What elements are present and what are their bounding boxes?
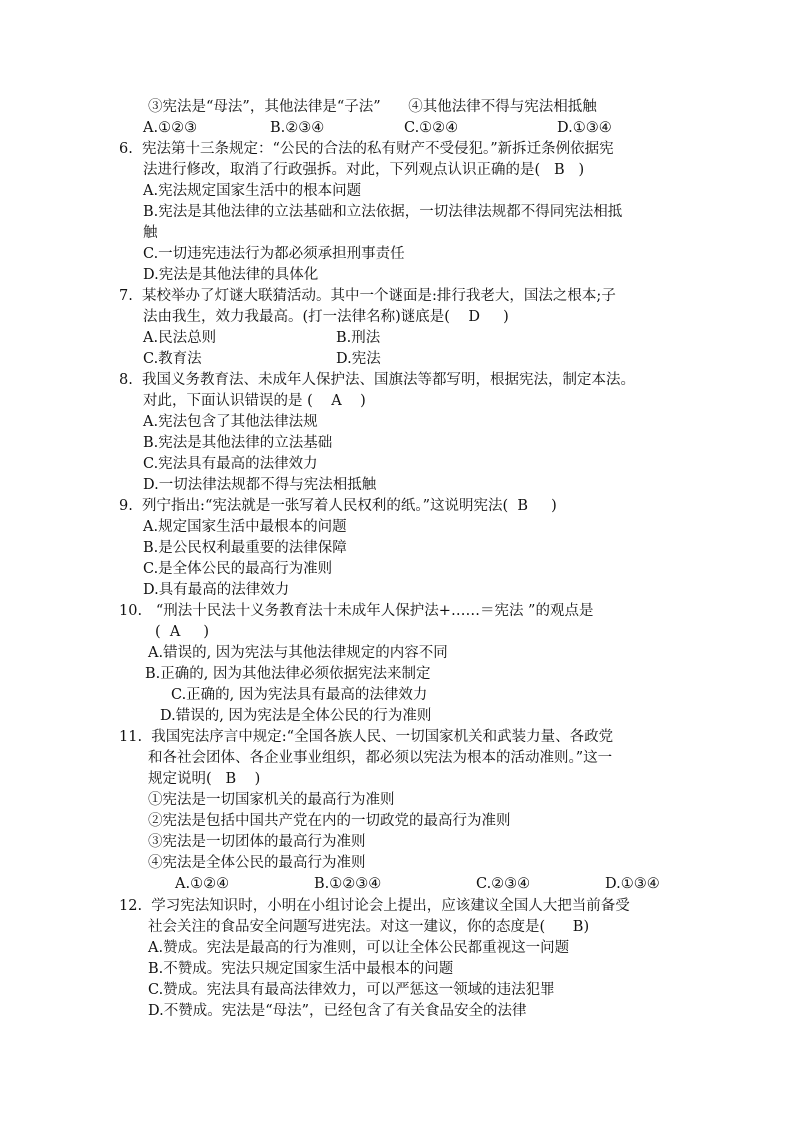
q10-stem-line1: 10. “刑法十民法十义务教育法十未成年人保护法+……＝宪法 ”的观点是 xyxy=(119,603,594,619)
q12-option-a: A.赞成。宪法是最高的行为准则，可以让全体公民都重视这一问题 xyxy=(148,940,570,956)
q9-option-a: A.规定国家生活中最根本的问题 xyxy=(143,519,347,535)
q11-option-b: B.①②③④ xyxy=(314,876,382,892)
q7-option-a: A.民法总则 xyxy=(143,330,217,346)
q11-option-d: D.①③④ xyxy=(605,876,660,892)
q7-stem-line1: 7. 某校举办了灯谜大联猜活动。其中一个谜面是:排行我老大，国法之根本;子 xyxy=(119,288,616,304)
q11-statement-3: ③宪法是一切团体的最高行为准则 xyxy=(148,834,366,850)
q6-option-b-line2: 触 xyxy=(143,225,158,241)
q7-option-c: C.教育法 xyxy=(143,351,202,367)
q9-option-b: B.是公民权利最重要的法律保障 xyxy=(143,540,347,556)
q6-stem-line1: 6. 宪法第十三条规定：“公民的合法的私有财产不受侵犯。”新拆迁条例依据宪 xyxy=(119,141,614,157)
q12-option-c: C.赞成。宪法具有最高法律效力，可以严惩这一领域的违法犯罪 xyxy=(148,982,555,998)
q11-statement-1: ①宪法是一切国家机关的最高行为准则 xyxy=(148,792,395,808)
q7-options-row2 xyxy=(0,349,794,370)
q8-option-c: C.宪法具有最高的法律效力 xyxy=(143,456,318,472)
q11-option-a: A.①②④ xyxy=(175,876,230,892)
q8-stem-line1: 8. 我国义务教育法、未成年人保护法、国旗法等都写明，根据宪法，制定本法。 xyxy=(119,372,636,388)
q6-stem-line2: 法进行修改，取消了行政强拆。对此，下列观点认识正确的是( B ) xyxy=(143,162,585,178)
q5-option-d: D.①③④ xyxy=(557,120,612,136)
q11-statement-2: ②宪法是包括中国共产党在内的一切政党的最高行为准则 xyxy=(148,813,511,829)
q5-option-c: C.①②④ xyxy=(404,120,459,136)
q11-stem-line1: 11. 我国宪法序言中规定:“全国各族人民、一切国家机关和武装力量、各政党 xyxy=(119,729,614,745)
q5-options xyxy=(0,118,794,139)
q7-option-d: D.宪法 xyxy=(336,351,381,367)
q6-option-c: C.一切违宪违法行为都必须承担刑事责任 xyxy=(143,246,405,262)
q5-statements-3-4: ③宪法是“母法”，其他法律是“子法” ④其他法律不得与宪法相抵触 xyxy=(148,99,597,115)
q11-option-c: C.②③④ xyxy=(476,876,531,892)
q8-option-a: A.宪法包含了其他法律法规 xyxy=(143,414,318,430)
q10-option-b: B.正确的, 因为其他法律必须依据宪法来制定 xyxy=(145,666,431,682)
q6-option-a: A.宪法规定国家生活中的根本问题 xyxy=(143,183,362,199)
q8-option-b: B.宪法是其他法律的立法基础 xyxy=(143,435,333,451)
q7-options-row1 xyxy=(0,328,794,349)
q9-option-d: D.具有最高的法律效力 xyxy=(143,582,290,598)
q11-stem-line2: 和各社会团体、各企业事业组织，都必须以宪法为根本的活动准则。”这一 xyxy=(148,750,613,766)
q8-option-d: D.一切法律法规都不得与宪法相抵触 xyxy=(143,477,377,493)
q11-stem-line3: 规定说明( B ) xyxy=(148,771,261,787)
q7-option-b: B.刑法 xyxy=(336,330,381,346)
q10-option-c: C.正确的, 因为宪法具有最高的法律效力 xyxy=(171,687,428,703)
q5-option-b: B.②③④ xyxy=(270,120,325,136)
q11-statement-4: ④宪法是全体公民的最高行为准则 xyxy=(148,855,366,871)
q12-option-d: D.不赞成。宪法是“母法”，已经包含了有关食品安全的法律 xyxy=(148,1003,527,1019)
q12-stem-line2: 社会关注的食品安全问题写进宪法。对这一建议，你的态度是( B) xyxy=(148,919,590,935)
q6-option-b-line1: B.宪法是其他法律的立法基础和立法依据，一切法律法规都不得同宪法相抵 xyxy=(143,204,623,220)
q10-option-a: A.错误的, 因为宪法与其他法律规定的内容不同 xyxy=(148,645,448,661)
q12-option-b: B.不赞成。宪法只规定国家生活中最根本的问题 xyxy=(148,961,454,977)
q9-stem: 9. 列宁指出:“宪法就是一张写着人民权利的纸。”这说明宪法( B ) xyxy=(119,498,557,514)
q6-option-d: D.宪法是其他法律的具体化 xyxy=(143,267,319,283)
q10-option-d: D.错误的, 因为宪法是全体公民的行为准则 xyxy=(160,708,432,724)
q12-stem-line1: 12. 学习宪法知识时，小明在小组讨论会上提出，应该建议全国人大把当前备受 xyxy=(119,898,630,914)
q8-stem-line2: 对此，下面认识错误的是 ( A ) xyxy=(143,393,366,409)
q9-option-c: C.是全体公民的最高行为准则 xyxy=(143,561,333,577)
q11-options xyxy=(0,874,794,895)
q5-option-a: A.①②③ xyxy=(143,120,198,136)
q7-stem-line2: 法由我生，效力我最高。(打一法律名称)谜底是( D ) xyxy=(143,309,509,325)
q10-stem-line2: ( A ) xyxy=(155,624,210,640)
